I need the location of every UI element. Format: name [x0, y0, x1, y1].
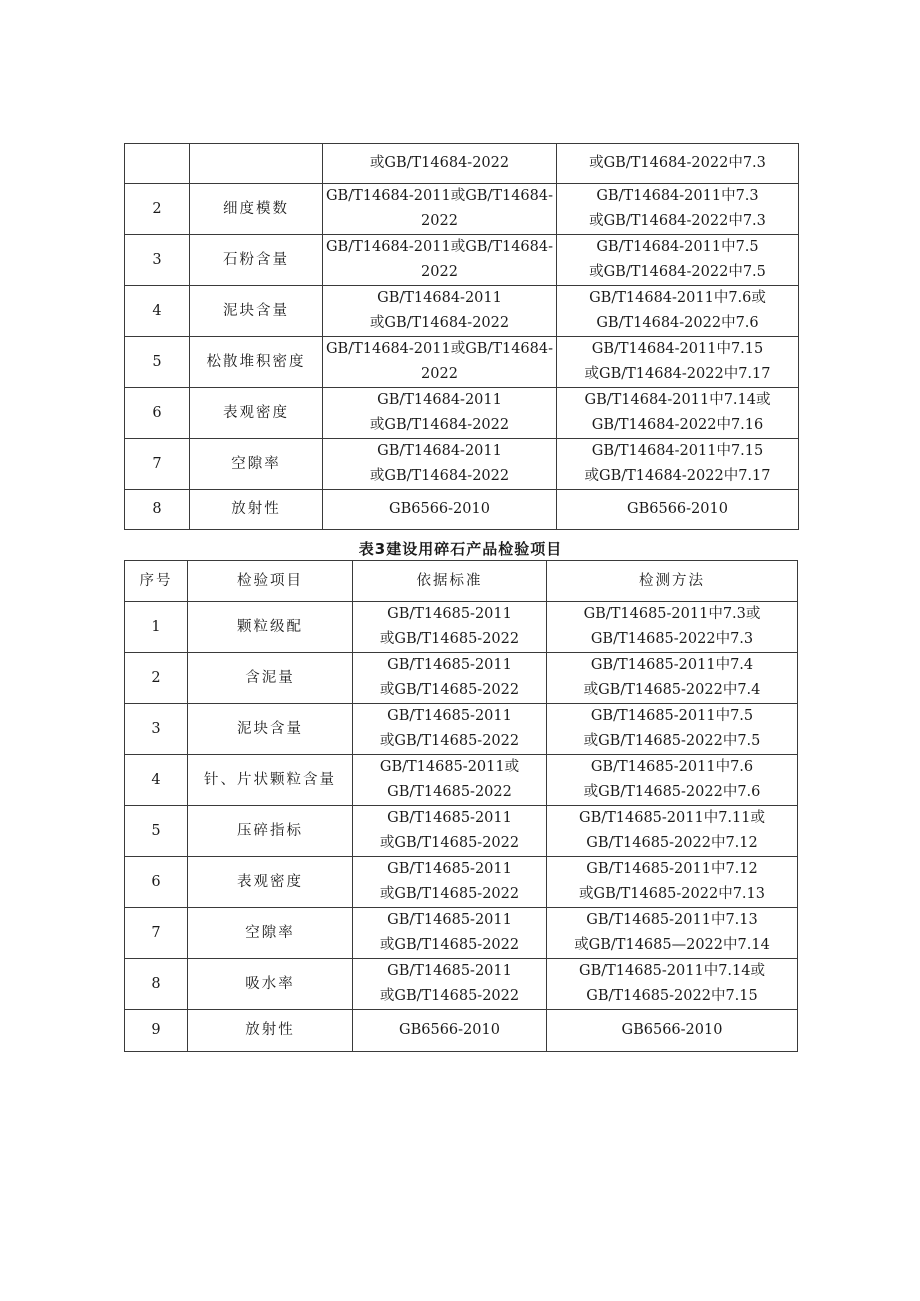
inspection-item: 颗粒级配	[188, 602, 353, 653]
inspection-item	[190, 144, 323, 184]
basis-standard: GB/T14685-2011 或GB/T14685-2022	[353, 653, 547, 704]
table-row	[125, 908, 798, 959]
test-method: GB/T14685-2011中7.14或 GB/T14685-2022中7.15	[547, 959, 798, 1010]
table-row	[125, 959, 798, 1010]
table-row	[125, 235, 799, 286]
row-number: 7	[125, 439, 190, 490]
inspection-item: 空隙率	[190, 439, 323, 490]
inspection-item: 空隙率	[188, 908, 353, 959]
inspection-item: 泥块含量	[190, 286, 323, 337]
basis-standard: GB/T14685-2011 或GB/T14685-2022	[353, 908, 547, 959]
basis-standard: GB/T14684-2011 或GB/T14684-2022	[323, 388, 557, 439]
basis-standard: GB/T14685-2011 或GB/T14685-2022	[353, 806, 547, 857]
basis-standard: GB/T14685-2011 或GB/T14685-2022	[353, 602, 547, 653]
table-caption: 表3建设用碎石产品检验项目	[358, 540, 563, 558]
header-item: 检验项目	[188, 561, 353, 602]
row-number: 4	[125, 755, 188, 806]
test-method: GB/T14684-2011中7.3 或GB/T14684-2022中7.3	[557, 184, 799, 235]
table-row	[125, 388, 799, 439]
test-method: GB6566-2010	[557, 490, 799, 530]
test-method: GB/T14684-2011中7.15 或GB/T14684-2022中7.17	[557, 337, 799, 388]
basis-standard: GB/T14684-2011或GB/T14684- 2022	[323, 184, 557, 235]
test-method: GB/T14684-2011中7.15 或GB/T14684-2022中7.17	[557, 439, 799, 490]
inspection-item: 表观密度	[190, 388, 323, 439]
row-number: 4	[125, 286, 190, 337]
table-row	[125, 806, 798, 857]
test-method: GB/T14685-2011中7.13 或GB/T14685—2022中7.14	[547, 908, 798, 959]
header-standard: 依据标准	[353, 561, 547, 602]
inspection-item: 吸水率	[188, 959, 353, 1010]
basis-standard: GB/T14684-2011或GB/T14684- 2022	[323, 337, 557, 388]
inspection-item: 泥块含量	[188, 704, 353, 755]
inspection-item: 针、片状颗粒含量	[188, 755, 353, 806]
test-method: GB/T14685-2011中7.12 或GB/T14685-2022中7.13	[547, 857, 798, 908]
inspection-item: 松散堆积密度	[190, 337, 323, 388]
row-number: 3	[125, 704, 188, 755]
basis-standard: GB/T14684-2011 或GB/T14684-2022	[323, 439, 557, 490]
row-number: 6	[125, 388, 190, 439]
table-row	[125, 704, 798, 755]
table-header-row	[125, 561, 798, 602]
table-row	[125, 653, 798, 704]
inspection-item: 压碎指标	[188, 806, 353, 857]
basis-standard: GB/T14684-2011或GB/T14684- 2022	[323, 235, 557, 286]
test-method: GB/T14685-2011中7.3或 GB/T14685-2022中7.3	[547, 602, 798, 653]
sand-inspection-table	[124, 143, 799, 530]
row-number	[125, 144, 190, 184]
table-row	[125, 602, 798, 653]
basis-standard: GB/T14684-2011 或GB/T14684-2022	[323, 286, 557, 337]
table-row	[125, 144, 799, 184]
row-number: 5	[125, 806, 188, 857]
row-number: 9	[125, 1010, 188, 1052]
row-number: 1	[125, 602, 188, 653]
row-number: 5	[125, 337, 190, 388]
inspection-item: 放射性	[190, 490, 323, 530]
table-row	[125, 184, 799, 235]
row-number: 6	[125, 857, 188, 908]
inspection-item: 表观密度	[188, 857, 353, 908]
test-method: GB/T14685-2011中7.4 或GB/T14685-2022中7.4	[547, 653, 798, 704]
basis-standard: 或GB/T14684-2022	[323, 144, 557, 184]
basis-standard: GB6566-2010	[323, 490, 557, 530]
row-number: 8	[125, 490, 190, 530]
inspection-item: 石粉含量	[190, 235, 323, 286]
basis-standard: GB6566-2010	[353, 1010, 547, 1052]
table-row	[125, 857, 798, 908]
row-number: 8	[125, 959, 188, 1010]
header-number: 序号	[125, 561, 188, 602]
table-row	[125, 439, 799, 490]
test-method: GB/T14684-2011中7.5 或GB/T14684-2022中7.5	[557, 235, 799, 286]
header-method: 检测方法	[547, 561, 798, 602]
test-method: 或GB/T14684-2022中7.3	[557, 144, 799, 184]
test-method: GB/T14685-2011中7.11或 GB/T14685-2022中7.12	[547, 806, 798, 857]
test-method: GB6566-2010	[547, 1010, 798, 1052]
basis-standard: GB/T14685-2011 或GB/T14685-2022	[353, 959, 547, 1010]
inspection-item: 放射性	[188, 1010, 353, 1052]
basis-standard: GB/T14685-2011 或GB/T14685-2022	[353, 857, 547, 908]
basis-standard: GB/T14685-2011 或GB/T14685-2022	[353, 704, 547, 755]
table-row	[125, 286, 799, 337]
table-row	[125, 490, 799, 530]
gravel-inspection-table	[124, 560, 798, 1052]
test-method: GB/T14684-2011中7.14或 GB/T14684-2022中7.16	[557, 388, 799, 439]
basis-standard: GB/T14685-2011或 GB/T14685-2022	[353, 755, 547, 806]
inspection-item: 含泥量	[188, 653, 353, 704]
row-number: 2	[125, 184, 190, 235]
row-number: 3	[125, 235, 190, 286]
test-method: GB/T14685-2011中7.6 或GB/T14685-2022中7.6	[547, 755, 798, 806]
inspection-item: 细度模数	[190, 184, 323, 235]
table-row	[125, 1010, 798, 1052]
row-number: 2	[125, 653, 188, 704]
test-method: GB/T14684-2011中7.6或 GB/T14684-2022中7.6	[557, 286, 799, 337]
table-row	[125, 755, 798, 806]
table-row	[125, 337, 799, 388]
test-method: GB/T14685-2011中7.5 或GB/T14685-2022中7.5	[547, 704, 798, 755]
row-number: 7	[125, 908, 188, 959]
